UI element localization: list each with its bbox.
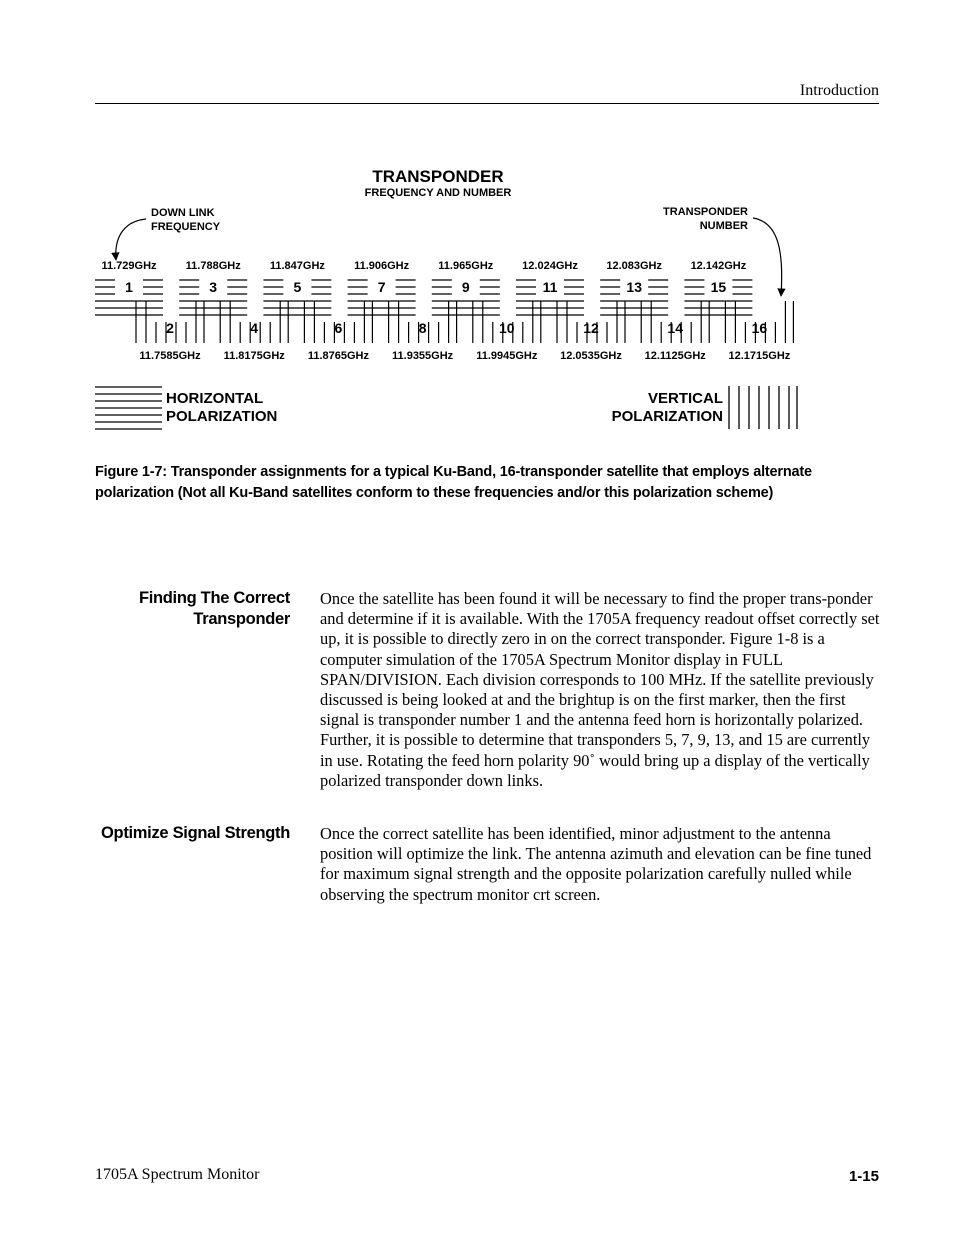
horizontal-transponder-number: 3 <box>209 279 218 295</box>
section-heading-line: Finding The Correct <box>138 589 290 607</box>
vertical-transponder-number: 10 <box>499 320 515 336</box>
transponder-marks <box>95 260 793 362</box>
horizontal-frequency-label: 11.788GHz <box>185 260 241 272</box>
horizontal-transponder-number: 15 <box>710 279 727 295</box>
vertical-transponder-number: 12 <box>583 320 599 336</box>
vertical-polarization-swatch <box>729 386 797 429</box>
horizontal-transponder-number: 9 <box>461 279 470 295</box>
transponder-number-arrow <box>753 218 782 296</box>
down-link-label-line2: FREQUENCY <box>151 221 221 233</box>
figure-title: TRANSPONDER <box>372 167 504 186</box>
down-link-arrow <box>116 219 146 260</box>
transponder-figure <box>0 150 954 450</box>
horizontal-legend-line2: POLARIZATION <box>166 408 278 425</box>
vertical-legend-line2: POLARIZATION <box>611 408 723 425</box>
horizontal-frequency-label: 11.729GHz <box>101 260 157 272</box>
vertical-frequency-label: 11.7585GHz <box>139 350 201 362</box>
horizontal-frequency-label: 12.024GHz <box>522 260 578 272</box>
vertical-frequency-label: 11.9945GHz <box>476 350 538 362</box>
running-head: Introduction <box>799 82 879 99</box>
horizontal-frequency-label: 11.847GHz <box>269 260 325 272</box>
vertical-frequency-label: 11.8765GHz <box>307 350 369 362</box>
horizontal-transponder-number: 5 <box>293 279 302 295</box>
vertical-frequency-label: 11.9355GHz <box>392 350 454 362</box>
horizontal-frequency-label: 11.965GHz <box>438 260 494 272</box>
horizontal-transponder-number: 7 <box>377 279 386 295</box>
horizontal-frequency-label: 12.142GHz <box>690 260 747 272</box>
horizontal-legend-line1: HORIZONTAL <box>166 390 264 407</box>
vertical-transponder-number: 4 <box>250 320 259 336</box>
horizontal-frequency-label: 12.083GHz <box>606 260 663 272</box>
horizontal-transponder-number: 1 <box>125 279 133 295</box>
horizontal-polarization-swatch <box>95 387 162 429</box>
header-rule <box>95 103 879 104</box>
vertical-transponder-number: 16 <box>751 320 768 336</box>
down-link-label-line1: DOWN LINK <box>151 207 215 219</box>
figure-caption: Figure 1-7: Transponder assignments for a typical Ku-Band, 16-transponder satellite that employs alternate polarization (Not all Ku-Band satellites conform to these frequencies and/or this polarization scheme) <box>95 464 812 501</box>
section-heading-optimize-signal <box>80 823 290 844</box>
vertical-transponder-number: 8 <box>418 320 427 336</box>
horizontal-transponder-number: 11 <box>542 279 558 295</box>
section-heading-line: Optimize Signal Strength <box>101 824 290 842</box>
section-heading-line: Transponder <box>193 610 290 628</box>
vertical-frequency-label: 11.8175GHz <box>223 350 285 362</box>
vertical-frequency-label: 12.0535GHz <box>560 350 622 362</box>
section-heading-finding-transponder <box>80 588 290 630</box>
horizontal-transponder-number: 13 <box>626 279 642 295</box>
footer-page-number: 1-15 <box>848 1168 879 1185</box>
vertical-transponder-number: 2 <box>166 320 174 336</box>
footer-product-name: 1705A Spectrum Monitor <box>95 1166 260 1183</box>
transponder-number-label-line2: NUMBER <box>699 220 748 232</box>
vertical-frequency-label: 12.1715GHz <box>728 350 791 362</box>
vertical-transponder-number: 14 <box>667 320 683 336</box>
horizontal-frequency-label: 11.906GHz <box>354 260 410 272</box>
transponder-number-label-line1: TRANSPONDER <box>663 206 748 218</box>
vertical-transponder-number: 6 <box>334 320 343 336</box>
section-paragraph-finding-transponder: Once the satellite has been found it will be necessary to find the proper trans-ponder and determine if it is available. With the 1705A frequency readout offset correctly set up, it is possible to directly zero in on the correct transponder. Figure 1-8 is a computer simulation of the 1705A Spectrum Monitor display in FULL SPAN/DIVISION. Each division corresponds to 100 MHz. If the satellite previously discussed is being looked at and the brightup is on the first marker, then the first signal is transponder number 1 and the antenna feed horn is horizontally polarized. Further, it is possible to determine that transponders 5, 7, 9, 13, and 15 are currently in use. Rotating the feed horn polarity 90˚ would bring up a display of the vertically polarized transponder down links. <box>320 589 880 790</box>
figure-subtitle: FREQUENCY AND NUMBER <box>364 187 512 199</box>
section-paragraph-optimize-signal: Once the correct satellite has been identified, minor adjustment to the antenna position will optimize the link. The antenna azimuth and elevation can be fine tuned for maximum signal strength and the opposite polarization carefully nulled while observing the spectrum monitor crt screen. <box>320 824 872 904</box>
vertical-legend-line1: VERTICAL <box>648 390 723 407</box>
vertical-frequency-label: 12.1125GHz <box>644 350 706 362</box>
